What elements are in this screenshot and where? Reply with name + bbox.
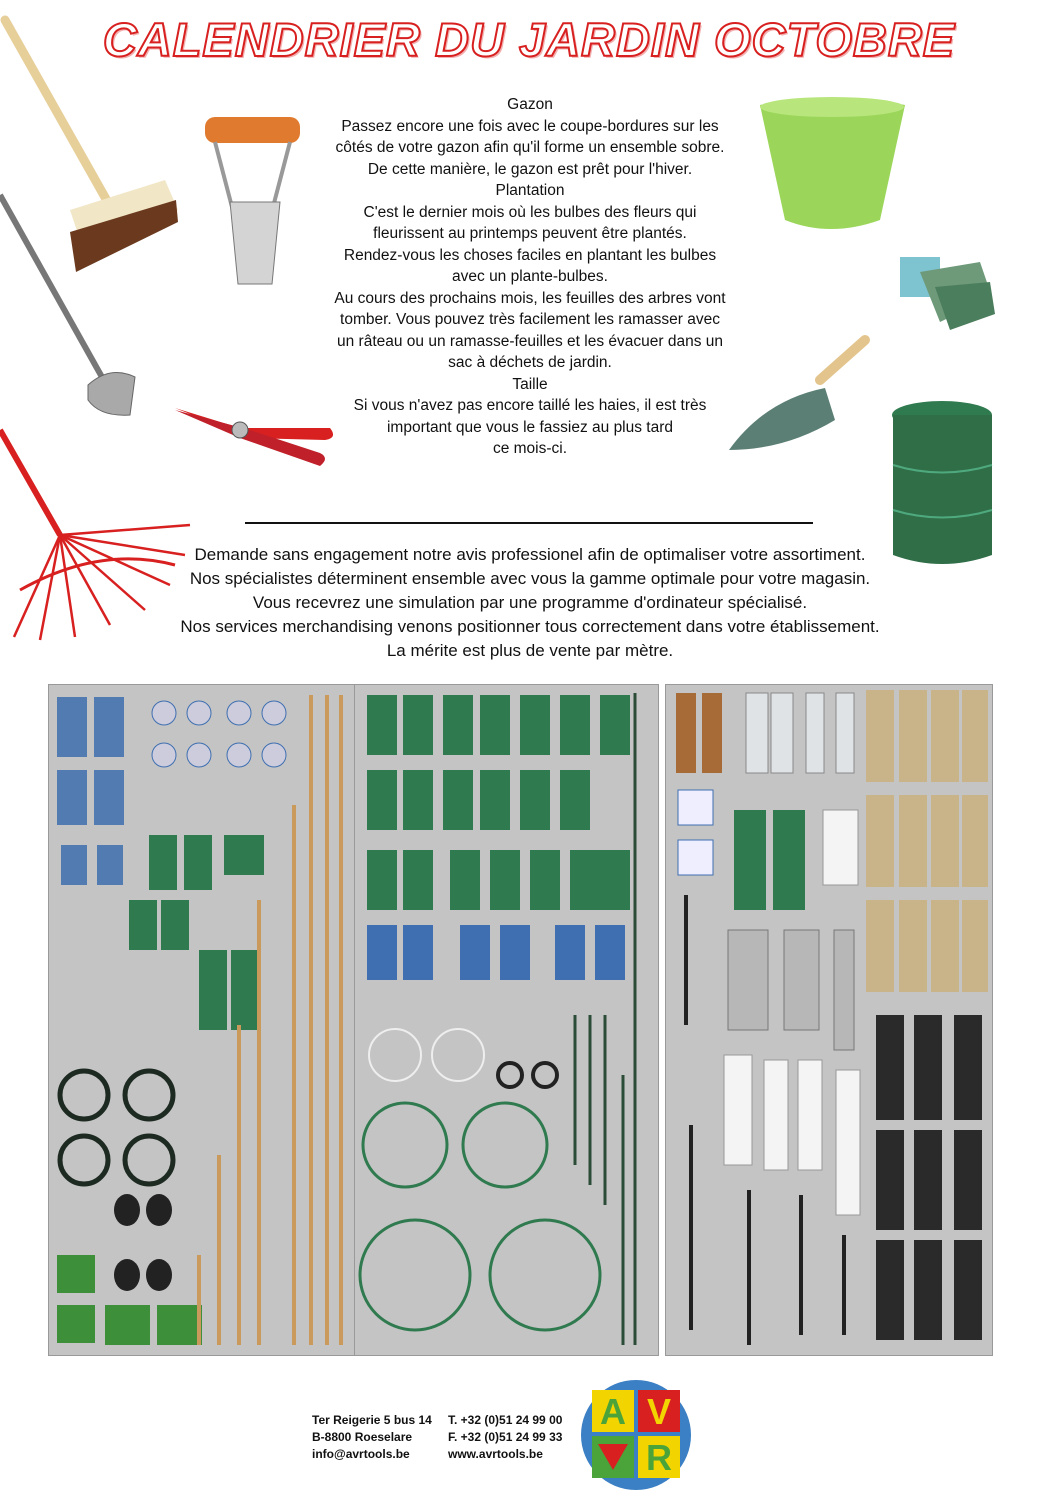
intro-line: Passez encore une fois avec le coupe-bordures sur les bbox=[341, 117, 719, 135]
service-line: Demande sans engagement notre avis professionel afin de optimaliser votre assortiment. bbox=[194, 545, 866, 564]
garden-wire-products-image bbox=[49, 685, 354, 1355]
address-line: Ter Reigerie 5 bus 14 bbox=[312, 1413, 432, 1427]
intro-line: un râteau ou un ramasse-feuilles et les évacuer dans un bbox=[336, 332, 723, 350]
bulb-planter-image bbox=[200, 112, 310, 292]
intro-line: ce mois-ci. bbox=[492, 440, 568, 457]
logo-letter-v: V bbox=[646, 1391, 672, 1432]
logo-letter-r: R bbox=[646, 1437, 672, 1478]
plant-supports-products-image bbox=[355, 685, 658, 1355]
display-panel-thermometers bbox=[665, 684, 993, 1356]
intro-line: Taille bbox=[512, 375, 548, 393]
footer-contact bbox=[448, 1412, 562, 1463]
thermometers-products-image bbox=[666, 685, 992, 1355]
intro-line: sac à déchets de jardin. bbox=[448, 354, 612, 371]
website-link[interactable]: www.avrtools.be bbox=[448, 1447, 543, 1461]
intro-line: côtés de votre gazon afin qu'il forme un ensemble sobre. bbox=[335, 139, 725, 156]
service-line: Nos spécialistes déterminent ensemble avec vous la gamme optimale pour votre magasin. bbox=[189, 569, 871, 588]
trowel-image bbox=[725, 330, 875, 470]
intro-line: Gazon bbox=[507, 96, 553, 113]
display-panel-garden-wire bbox=[48, 684, 355, 1356]
intro-line: C'est le dernier mois où les bulbes des fleurs qui bbox=[363, 203, 697, 221]
service-line: Nos services merchandising venons positionner tous correctement dans votre établissement. bbox=[180, 617, 880, 636]
footer-address bbox=[312, 1412, 432, 1463]
edging-spade-image bbox=[0, 185, 140, 435]
intro-line: Plantation bbox=[495, 182, 565, 199]
intro-line: avec un plante-bulbes. bbox=[452, 268, 608, 285]
email-link[interactable]: info@avrtools.be bbox=[312, 1447, 410, 1461]
service-line: La mérite est plus de vente par mètre. bbox=[386, 641, 674, 660]
intro-text bbox=[320, 94, 740, 460]
address-line: B-8800 Roeselare bbox=[312, 1430, 413, 1444]
avr-logo bbox=[580, 1378, 692, 1492]
divider bbox=[245, 522, 813, 524]
intro-line: fleurissent au printemps peuvent être plantés. bbox=[373, 225, 687, 242]
display-panel-plant-supports bbox=[354, 684, 659, 1356]
intro-line: Au cours des prochains mois, les feuilles des arbres vont bbox=[334, 289, 726, 307]
intro-line: Si vous n'avez pas encore taillé les haies, il est très bbox=[353, 397, 707, 414]
intro-line: important que vous le fassiez au plus tard bbox=[386, 418, 674, 436]
garden-gloves-image bbox=[880, 252, 1000, 332]
service-text bbox=[120, 543, 940, 663]
intro-line: Rendez-vous les choses faciles en plantant les bulbes bbox=[343, 246, 717, 264]
intro-line: De cette manière, le gazon est prêt pour l'hiver. bbox=[367, 160, 693, 178]
pruning-shears-image bbox=[170, 398, 340, 473]
intro-line: tomber. Vous pouvez très facilement les ramasser avec bbox=[340, 311, 720, 328]
flex-tub-image bbox=[750, 90, 915, 240]
page-title: CALENDRIER DU JARDIN OCTOBRE bbox=[102, 13, 956, 66]
logo-letter-a: A bbox=[600, 1391, 626, 1432]
service-line: Vous recevrez une simulation par une programme d'ordinateur spécialisé. bbox=[252, 593, 808, 612]
phone-number: T. +32 (0)51 24 99 00 bbox=[448, 1413, 563, 1427]
fax-number: F. +32 (0)51 24 99 33 bbox=[448, 1430, 563, 1444]
